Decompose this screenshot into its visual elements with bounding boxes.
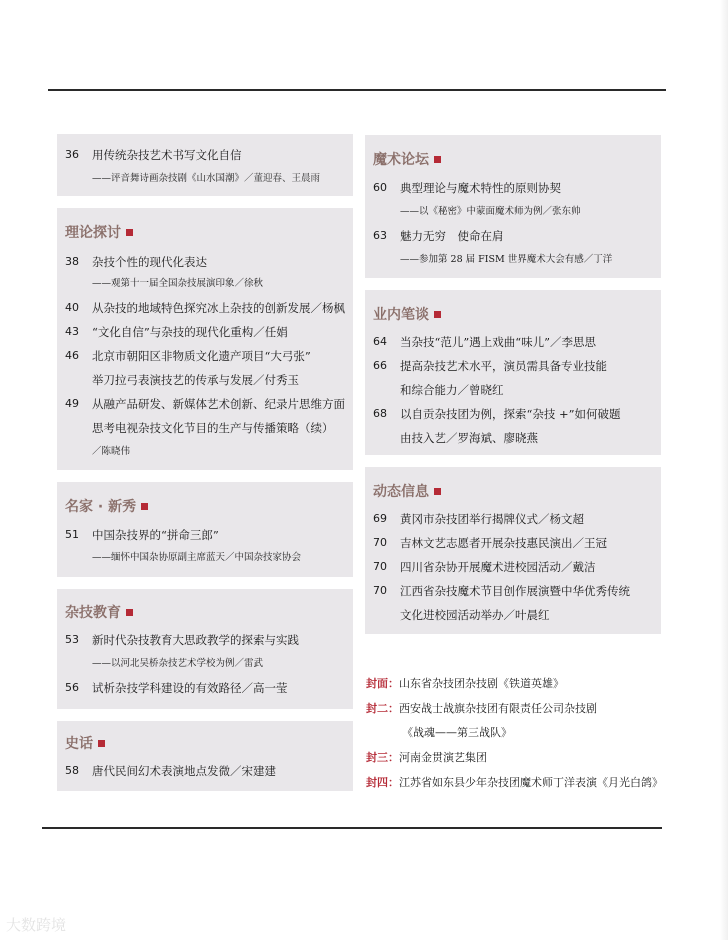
toc-entry-continued: 由技入艺／罗海斌、廖晓燕 <box>400 431 538 445</box>
toc-entry-subtitle: ——以河北吴桥杂技艺术学校为例／雷武 <box>92 658 264 669</box>
toc-entry-subtitle: ——以《秘密》中蒙面魔术师为例／张东帅 <box>400 206 581 217</box>
page-edge <box>720 0 728 940</box>
cover-credit-front: 封面：山东省杂技团杂技剧《铁道英雄》 <box>366 677 564 690</box>
section-yenei: 业内笔谈 64 当杂技“范儿”遇上戏曲“味儿”／李思思 66 提高杂技艺术水平，演员需具备专业技能 和综合能力／曾晓红 68 以自贡杂技团为例，探索“杂技 +”如何破题 由技入艺／罗海斌、廖晓燕 <box>365 290 661 455</box>
section-title: 业内笔谈 <box>373 304 441 324</box>
top-rule <box>48 89 666 91</box>
bottom-rule <box>42 827 662 829</box>
square-marker-icon <box>141 503 148 510</box>
section-title: 理论探讨 <box>65 222 133 242</box>
section-title: 魔术论坛 <box>373 149 441 169</box>
top-entry-box: 36 用传统杂技艺术书写文化自信 ——评音舞诗画杂技剧《山水国潮》／董迎春、王晨雨 <box>57 134 353 196</box>
watermark-text: 大数跨境 <box>6 916 67 934</box>
toc-entry-continued: 举刀拉弓表演技艺的传承与发展／付秀玉 <box>92 373 299 387</box>
cover-credit-back: 封四：江苏省如东县少年杂技团魔术师丁洋表演《月光白鸽》 <box>366 776 663 789</box>
toc-entry-subtitle: ——参加第 28 届 FISM 世界魔术大会有感／丁洋 <box>400 254 613 265</box>
cover-credit-inside-front: 封二：西安战士战旗杂技团有限责任公司杂技剧 <box>366 702 597 715</box>
section-title: 杂技教育 <box>65 602 133 622</box>
toc-entry-continued: 思考电视杂技文化节目的生产与传播策略（续） <box>92 421 334 435</box>
toc-entry-continued: 和综合能力／曾晓红 <box>400 383 504 397</box>
toc-entry-subtitle: ——缅怀中国杂协原副主席蓝天／中国杂技家协会 <box>92 552 302 563</box>
section-jiaoyu: 杂技教育 53 新时代杂技教育大思政教学的探索与实践 ——以河北吴桥杂技艺术学校为例／雷武 56 试析杂技学科建设的有效路径／高一莹 <box>57 589 353 709</box>
toc-entry-author: ／陈晓伟 <box>92 446 131 457</box>
square-marker-icon <box>126 229 133 236</box>
toc-entry-subtitle: ——评音舞诗画杂技剧《山水国潮》／董迎春、王晨雨 <box>92 173 321 184</box>
section-shihua: 史话 58 唐代民间幻术表演地点发微／宋建建 <box>57 721 353 791</box>
cover-credit-inside-back: 封三：河南金贯演艺集团 <box>366 751 487 764</box>
section-mingjia: 名家 · 新秀 51 中国杂技界的“拼命三郎” ——缅怀中国杂协原副主席蓝天／中国杂技家协会 <box>57 482 353 577</box>
square-marker-icon <box>98 740 105 747</box>
section-dongtai: 动态信息 69 黄冈市杂技团举行揭牌仪式／杨文超 70 吉林文艺志愿者开展杂技惠民演出／王冠 70 四川省杂协开展魔术进校园活动／戴洁 70 江西省杂技魔术节目创作展演暨中华优秀传统 文化进校园活动举办／叶晨红 <box>365 467 661 634</box>
square-marker-icon <box>434 156 441 163</box>
square-marker-icon <box>126 609 133 616</box>
toc-entry-subtitle: ——观第十一届全国杂技展演印象／徐秋 <box>92 278 264 289</box>
square-marker-icon <box>434 488 441 495</box>
section-moshu: 魔术论坛 60 典型理论与魔术特性的原则协契 ——以《秘密》中蒙面魔术师为例／张东帅 63 魅力无穷 使命在肩 ——参加第 28 届 FISM 世界魔术大会有感／丁洋 <box>365 135 661 278</box>
toc-entry-continued: 文化进校园活动举办／叶晨红 <box>400 608 550 622</box>
cover-credit-inside-front-cont: 《战魂——第三战队》 <box>402 726 512 739</box>
section-lilun: 理论探讨 38 杂技个性的现代化表达 ——观第十一届全国杂技展演印象／徐秋 40 从杂技的地域特色探究冰上杂技的创新发展／杨枫 43 “文化自信”与杂技的现代化重构／任娟 46 北京市朝阳区非物质文化遗产项目“大弓张” 举刀拉弓表演技艺的传承与发展／付秀玉 49 从融产品研发、新媒体艺术创新、纪录片思维方面 思考电视杂技文化节目的生产与传播策略（续） ／陈晓伟 <box>57 208 353 470</box>
section-title: 名家 · 新秀 <box>65 496 148 516</box>
section-title: 动态信息 <box>373 481 441 501</box>
square-marker-icon <box>434 311 441 318</box>
section-title: 史话 <box>65 733 105 753</box>
